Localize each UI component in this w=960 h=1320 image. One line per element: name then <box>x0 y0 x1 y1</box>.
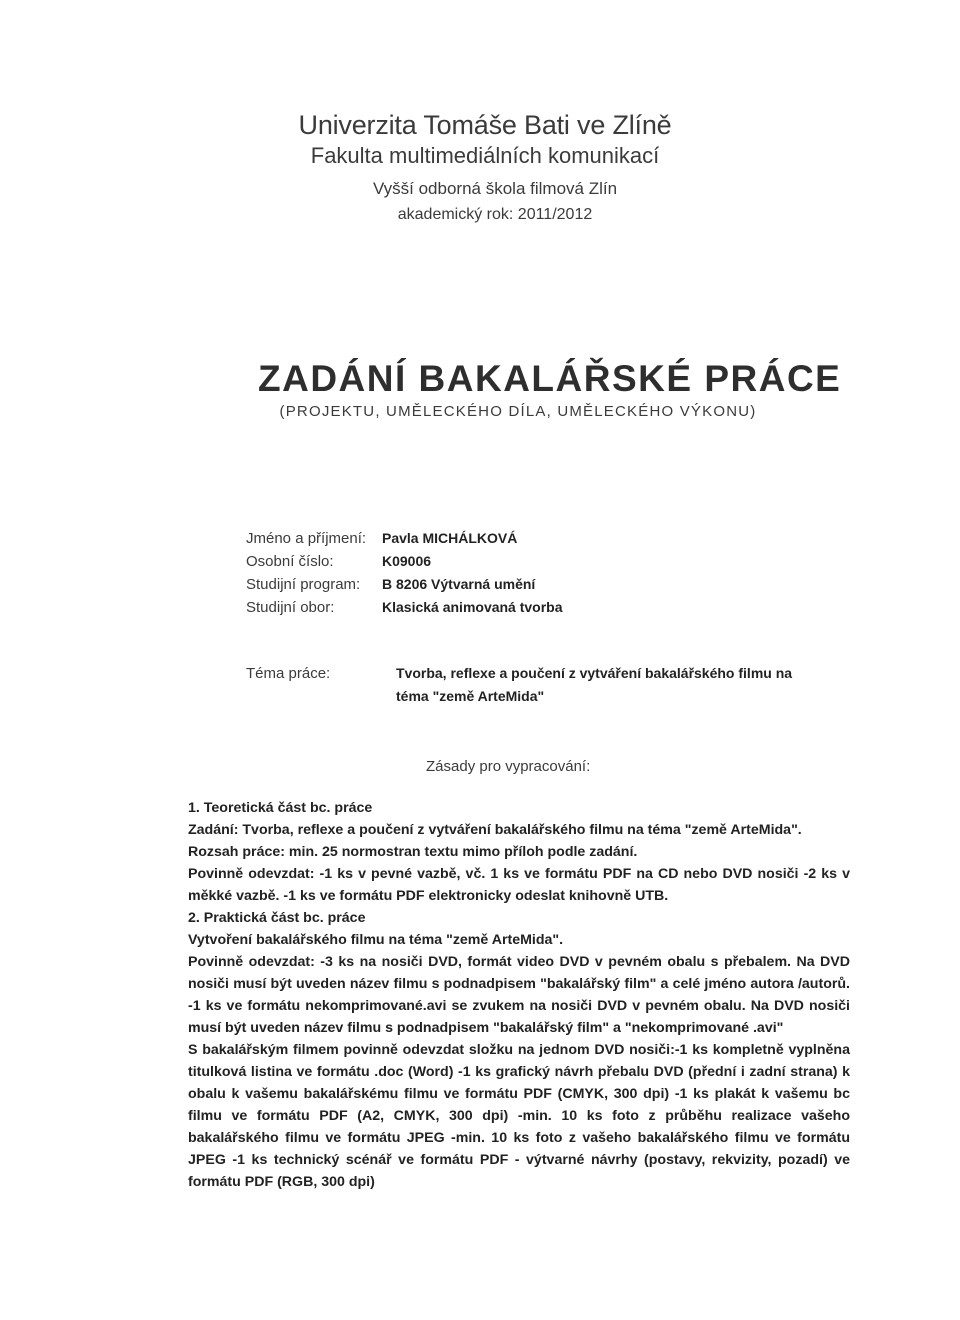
document-title: ZADÁNÍ BAKALÁŘSKÉ PRÁCE <box>258 358 842 399</box>
academic-year: akademický rok: 2011/2012 <box>397 206 593 223</box>
student-info <box>246 527 806 619</box>
principles-heading: Zásady pro vypracování: <box>426 758 591 775</box>
scope-text: Rozsah práce: min. 25 normostran textu mimo příloh podle zadání. <box>188 844 638 860</box>
info-row-study-program <box>246 573 806 596</box>
school-name: Vyšší odborná škola filmová Zlín <box>372 179 618 198</box>
university-name: Univerzita Tomáše Bati ve Zlíně <box>298 110 672 140</box>
faculty-name: Fakulta multimediálních komunikací <box>310 143 660 168</box>
assignment-text: Zadání: Tvorba, reflexe a poučení z vytváření bakalářského filmu na téma "země ArteMida". <box>188 822 802 838</box>
submission-theory: Povinně odevzdat: -1 ks v pevné vazbě, vč. 1 ks ve formátu PDF na CD nebo DVD nosiči -2 ks v měkké vazbě. -1 ks ve formátu PDF elektronicky odeslat knihovně UTB. <box>188 866 850 904</box>
info-value: Klasická animovaná tvorba <box>382 599 563 615</box>
info-label: Studijní obor: <box>246 599 335 616</box>
info-row-study-field <box>246 596 806 619</box>
assignment-body <box>188 797 850 1193</box>
info-value: Pavla MICHÁLKOVÁ <box>382 530 518 546</box>
info-value: K09006 <box>382 553 432 569</box>
section-heading-practical: 2. Praktická část bc. práce <box>188 910 366 926</box>
document-header <box>0 108 960 227</box>
info-row-personal-number <box>246 550 806 573</box>
info-label: Osobní číslo: <box>246 553 334 570</box>
info-value: B 8206 Výtvarná umění <box>382 576 536 592</box>
thesis-topic <box>246 662 806 708</box>
topic-value: Tvorba, reflexe a poučení z vytváření bakalářského filmu na téma "země ArteMida" <box>396 665 793 704</box>
topic-label: Téma práce: <box>246 665 331 682</box>
section-heading-theory: 1. Teoretická část bc. práce <box>188 800 373 816</box>
info-row-name <box>246 527 806 550</box>
submission-folder: S bakalářským filmem povinně odevzdat složku na jednom DVD nosiči:-1 ks kompletně vyplněna titulková listina ve formátu .doc (Word) -1 ks grafický návrh přebalu DVD (přední i zadní strana) k obalu k vašemu bakalářskému filmu ve formátu PDF (CMYK, 300 dpi) -1 ks plakát k vašemu bc filmu ve formátu PDF (A2, CMYK, 300 dpi) -min. 10 ks foto z průběhu realizace vašeho bakalářského filmu ve formátu JPEG -min. 10 ks foto z vašeho bakalářského filmu ve formátu JPEG -1 ks technický scénář ve formátu PDF - výtvarné návrhy (postavy, rekvizity, pozadí) ve formátu PDF (RGB, 300 dpi) <box>188 1042 850 1190</box>
info-label: Jméno a příjmení: <box>246 530 367 547</box>
document-subtitle: (PROJEKTU, UMĚLECKÉHO DÍLA, UMĚLECKÉHO VÝKONU) <box>279 403 757 420</box>
info-label: Studijní program: <box>246 576 361 593</box>
practical-assignment: Vytvoření bakalářského filmu na téma "země ArteMida". <box>188 932 564 948</box>
submission-practical: Povinně odevzdat: -3 ks na nosiči DVD, formát video DVD v pevném obalu s přebalem. Na DVD nosiči musí být uveden název filmu s podnadpisem "bakalářský film" a celé jméno autora /autorů. -1 ks ve formátu nekomprimované.avi se zvukem na nosiči DVD v pevném obalu. Na DVD nosiči musí být uveden název filmu s podnadpisem "bakalářský film" a "nekomprimované .avi" <box>188 954 850 1036</box>
